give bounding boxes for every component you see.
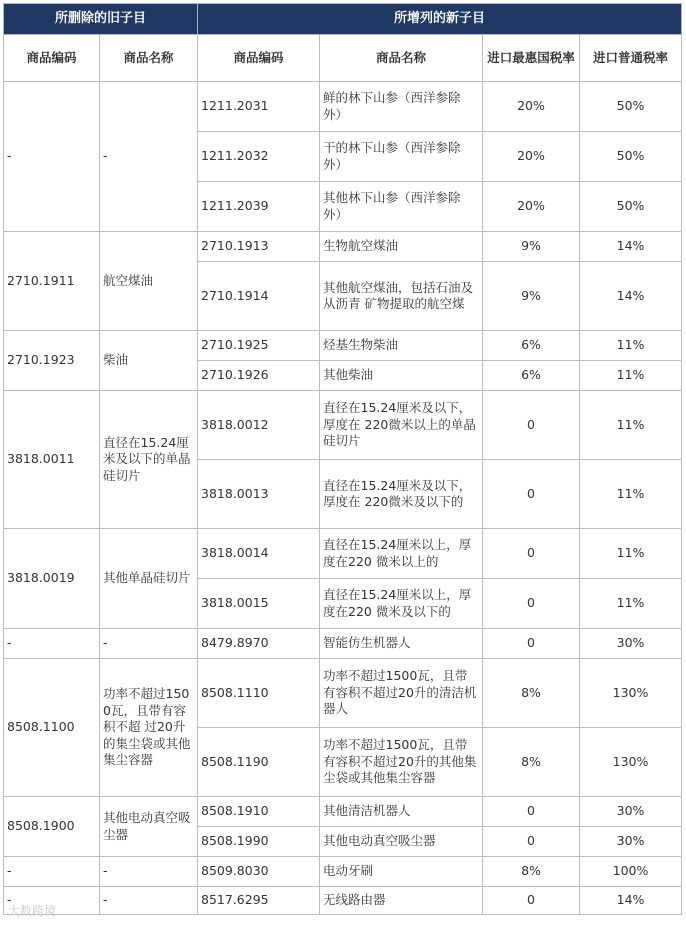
table-row bbox=[4, 887, 682, 915]
mfn-rate: 0 bbox=[483, 391, 580, 460]
general-rate: 50% bbox=[580, 132, 682, 182]
new-code: 8508.1990 bbox=[198, 827, 320, 857]
mfn-rate: 8% bbox=[483, 857, 580, 887]
general-rate: 130% bbox=[580, 659, 682, 728]
table-row bbox=[4, 857, 682, 887]
general-rate: 11% bbox=[580, 331, 682, 361]
col-old-name: 商品名称 bbox=[100, 35, 198, 82]
new-code: 8517.6295 bbox=[198, 887, 320, 915]
general-rate: 14% bbox=[580, 887, 682, 915]
general-rate: 50% bbox=[580, 82, 682, 132]
mfn-rate: 9% bbox=[483, 262, 580, 331]
mfn-rate: 0 bbox=[483, 827, 580, 857]
old-code: 8508.1900 bbox=[4, 797, 100, 857]
col-general-rate: 进口普通税率 bbox=[580, 35, 682, 82]
table-row bbox=[4, 331, 682, 361]
mfn-rate: 9% bbox=[483, 232, 580, 262]
mfn-rate: 0 bbox=[483, 629, 580, 659]
old-code: - bbox=[4, 887, 100, 915]
mfn-rate: 0 bbox=[483, 460, 580, 529]
general-rate: 14% bbox=[580, 232, 682, 262]
new-name: 功率不超过1500瓦，且带有容积不超过20升的清洁机器人 bbox=[320, 659, 483, 728]
old-name: - bbox=[100, 887, 198, 915]
old-code: - bbox=[4, 857, 100, 887]
old-name: 其他电动真空吸尘器 bbox=[100, 797, 198, 857]
mfn-rate: 8% bbox=[483, 659, 580, 728]
mfn-rate: 0 bbox=[483, 579, 580, 629]
new-code: 1211.2032 bbox=[198, 132, 320, 182]
col-new-name: 商品名称 bbox=[320, 35, 483, 82]
new-name: 智能仿生机器人 bbox=[320, 629, 483, 659]
new-code: 2710.1914 bbox=[198, 262, 320, 331]
new-name: 其他林下山参（西洋参除外） bbox=[320, 182, 483, 232]
new-name: 直径在15.24厘米及以下，厚度在 220微米及以下的 bbox=[320, 460, 483, 529]
col-old-code: 商品编码 bbox=[4, 35, 100, 82]
new-name: 直径在15.24厘米以上，厚度在220 微米及以下的 bbox=[320, 579, 483, 629]
new-name: 功率不超过1500瓦，且带有容积不超过20升的其他集尘袋或其他集尘容器 bbox=[320, 728, 483, 797]
new-code: 2710.1926 bbox=[198, 361, 320, 391]
new-code: 8508.1190 bbox=[198, 728, 320, 797]
general-rate: 14% bbox=[580, 262, 682, 331]
old-name: 功率不超过1500瓦，且带有容积不超 过20升的集尘袋或其他集尘容器 bbox=[100, 659, 198, 797]
general-rate: 50% bbox=[580, 182, 682, 232]
new-name: 烃基生物柴油 bbox=[320, 331, 483, 361]
table-row bbox=[4, 629, 682, 659]
new-code: 1211.2039 bbox=[198, 182, 320, 232]
general-rate: 11% bbox=[580, 529, 682, 579]
general-rate: 30% bbox=[580, 797, 682, 827]
mfn-rate: 0 bbox=[483, 887, 580, 915]
general-rate: 30% bbox=[580, 827, 682, 857]
old-code: 8508.1100 bbox=[4, 659, 100, 797]
table-row bbox=[4, 659, 682, 728]
column-header-row bbox=[4, 35, 682, 82]
col-new-code: 商品编码 bbox=[198, 35, 320, 82]
general-rate: 11% bbox=[580, 460, 682, 529]
new-name: 其他清洁机器人 bbox=[320, 797, 483, 827]
mfn-rate: 8% bbox=[483, 728, 580, 797]
new-name: 其他柴油 bbox=[320, 361, 483, 391]
new-code: 8508.1110 bbox=[198, 659, 320, 728]
new-name: 干的林下山参（西洋参除外） bbox=[320, 132, 483, 182]
old-code: 2710.1911 bbox=[4, 232, 100, 331]
new-code: 3818.0013 bbox=[198, 460, 320, 529]
new-name: 其他航空煤油，包括石油及从沥青 矿物提取的航空煤 bbox=[320, 262, 483, 331]
new-name: 生物航空煤油 bbox=[320, 232, 483, 262]
old-code: 3818.0019 bbox=[4, 529, 100, 629]
table-row bbox=[4, 529, 682, 579]
general-rate: 11% bbox=[580, 361, 682, 391]
general-rate: 30% bbox=[580, 629, 682, 659]
general-rate: 100% bbox=[580, 857, 682, 887]
new-code: 3818.0014 bbox=[198, 529, 320, 579]
new-name: 其他电动真空吸尘器 bbox=[320, 827, 483, 857]
new-name: 电动牙刷 bbox=[320, 857, 483, 887]
old-name: - bbox=[100, 629, 198, 659]
tariff-table bbox=[3, 3, 682, 915]
mfn-rate: 0 bbox=[483, 529, 580, 579]
old-code: - bbox=[4, 629, 100, 659]
new-code: 2710.1925 bbox=[198, 331, 320, 361]
group-header-row bbox=[4, 4, 682, 35]
new-name: 无线路由器 bbox=[320, 887, 483, 915]
general-rate: 130% bbox=[580, 728, 682, 797]
added-group-header: 所增列的新子目 bbox=[198, 4, 682, 35]
mfn-rate: 20% bbox=[483, 132, 580, 182]
new-code: 1211.2031 bbox=[198, 82, 320, 132]
watermark: 大数跨境 bbox=[8, 904, 57, 918]
general-rate: 11% bbox=[580, 391, 682, 460]
mfn-rate: 20% bbox=[483, 182, 580, 232]
col-mfn-rate: 进口最惠国税率 bbox=[483, 35, 580, 82]
table-row bbox=[4, 82, 682, 132]
old-code: - bbox=[4, 82, 100, 232]
mfn-rate: 6% bbox=[483, 361, 580, 391]
new-code: 2710.1913 bbox=[198, 232, 320, 262]
new-code: 3818.0015 bbox=[198, 579, 320, 629]
table-row bbox=[4, 232, 682, 262]
deleted-group-header: 所删除的旧子目 bbox=[4, 4, 198, 35]
old-name: - bbox=[100, 857, 198, 887]
new-code: 8508.1910 bbox=[198, 797, 320, 827]
table-row bbox=[4, 391, 682, 460]
table-row bbox=[4, 797, 682, 827]
old-name: 直径在15.24厘米及以下的单晶硅切片 bbox=[100, 391, 198, 529]
new-code: 8479.8970 bbox=[198, 629, 320, 659]
old-code: 3818.0011 bbox=[4, 391, 100, 529]
old-name: 航空煤油 bbox=[100, 232, 198, 331]
new-code: 3818.0012 bbox=[198, 391, 320, 460]
mfn-rate: 20% bbox=[483, 82, 580, 132]
new-name: 直径在15.24厘米以上，厚度在220 微米以上的 bbox=[320, 529, 483, 579]
general-rate: 11% bbox=[580, 579, 682, 629]
new-code: 8509.8030 bbox=[198, 857, 320, 887]
mfn-rate: 0 bbox=[483, 797, 580, 827]
new-name: 鲜的林下山参（西洋参除外） bbox=[320, 82, 483, 132]
old-code: 2710.1923 bbox=[4, 331, 100, 391]
old-name: 其他单晶硅切片 bbox=[100, 529, 198, 629]
mfn-rate: 6% bbox=[483, 331, 580, 361]
old-name: 柴油 bbox=[100, 331, 198, 391]
old-name: - bbox=[100, 82, 198, 232]
new-name: 直径在15.24厘米及以下，厚度在 220微米以上的单晶硅切片 bbox=[320, 391, 483, 460]
